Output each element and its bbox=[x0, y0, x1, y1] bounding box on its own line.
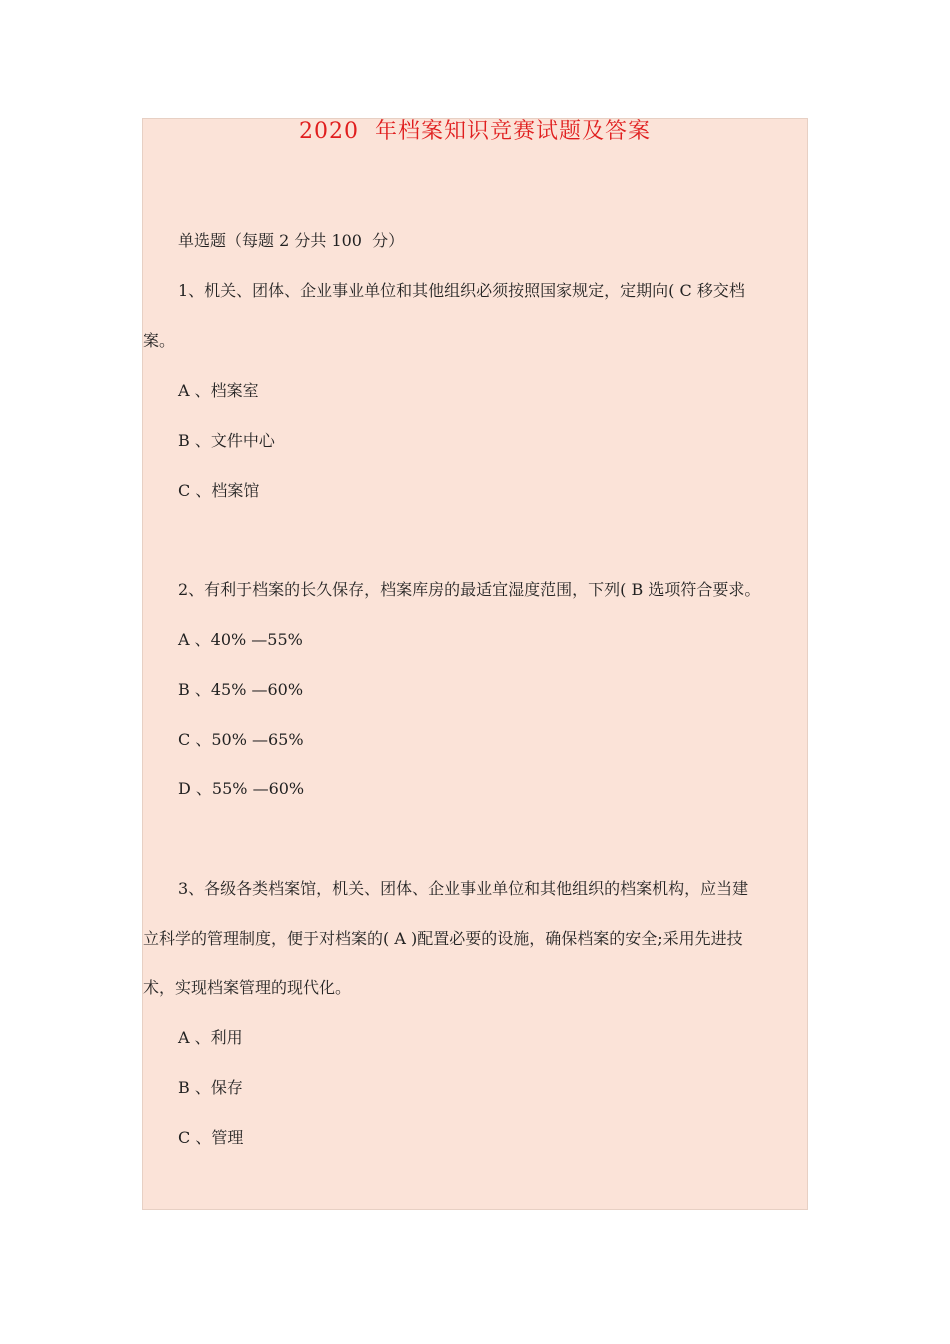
section-heading: 单选题（每题 2 分共 100 分） bbox=[178, 231, 405, 250]
question-2-option-c: C 、50% —65% bbox=[178, 730, 304, 749]
question-1-option-b: B 、文件中心 bbox=[178, 431, 275, 450]
question-1-line-1: 1、机关、团体、企业事业单位和其他组织必须按照国家规定，定期向( C 移交档 bbox=[178, 281, 745, 300]
question-3-line-2: 立科学的管理制度，便于对档案的( A )配置必要的设施，确保档案的安全;采用先进技 bbox=[143, 929, 743, 948]
question-2-line-1: 2、有利于档案的长久保存，档案库房的最适宜湿度范围，下列( B 选项符合要求。 bbox=[178, 580, 761, 599]
document-title: 2020 年档案知识竞赛试题及答案 bbox=[299, 119, 651, 144]
question-2-option-d: D 、55% —60% bbox=[178, 779, 305, 798]
question-3-line-3: 术，实现档案管理的现代化。 bbox=[143, 978, 352, 997]
question-3-line-1: 3、各级各类档案馆，机关、团体、企业事业单位和其他组织的档案机构，应当建 bbox=[178, 879, 749, 898]
question-3-option-a: A 、利用 bbox=[178, 1028, 243, 1047]
question-1-option-a: A 、档案室 bbox=[178, 381, 259, 400]
question-1-option-c: C 、档案馆 bbox=[178, 481, 260, 500]
question-3-option-b: B 、保存 bbox=[178, 1078, 243, 1097]
question-2-option-a: A 、40% —55% bbox=[178, 630, 303, 649]
question-1-line-2: 案。 bbox=[143, 331, 176, 350]
question-3-option-c: C 、管理 bbox=[178, 1128, 244, 1147]
question-2-option-b: B 、45% —60% bbox=[178, 680, 304, 699]
